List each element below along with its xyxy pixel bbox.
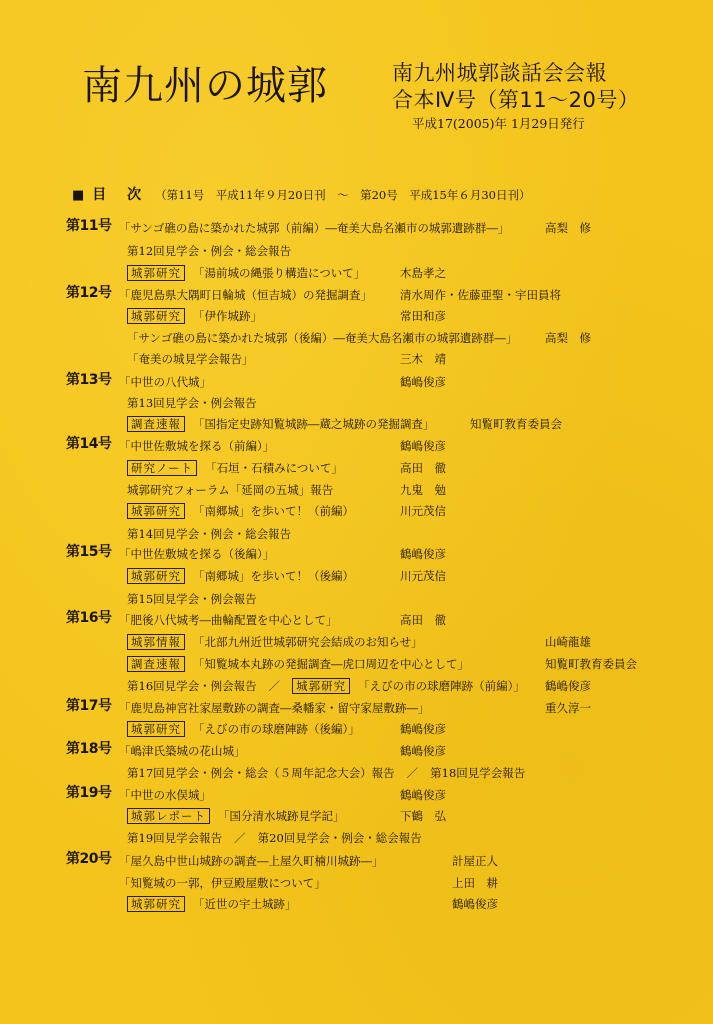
entry-title: 「えびの市の球磨陣跡（前編）」: [358, 679, 525, 693]
entry-author: 知覧町教育委員会: [545, 657, 637, 671]
issue-number: 第14号: [66, 436, 112, 452]
entry-author: 知覧町教育委員会: [470, 417, 562, 431]
entry-title: 第12回見学会・例会・総会報告: [127, 244, 292, 258]
separator: ／: [268, 679, 281, 693]
entry-title: 「近世の宇土城跡」: [193, 897, 297, 911]
entry-author: 山崎龍雄: [545, 635, 591, 649]
entry-title: 「屋久島中世山城跡の調査―上屋久町楠川城跡―」: [119, 854, 384, 868]
entry-title: 「中世の八代城」: [119, 375, 211, 389]
toc-range: （第11号 平成11年９月20日刊 ～ 第20号 平成15年６月30日刊）: [155, 188, 531, 202]
separator: ／: [406, 766, 419, 780]
entry-author: 重久淳一: [545, 701, 591, 715]
entry-line: [127, 808, 345, 824]
category-tag: 城郭研究: [127, 568, 185, 584]
issue-number: 第17号: [66, 698, 112, 714]
entry-title: 「北部九州近世城郭研究会結成のお知らせ」: [193, 635, 423, 649]
entry-title: 「えびの市の球磨陣跡（後編）」: [193, 722, 360, 736]
entry-title: 第15回見学会・例会報告: [127, 592, 257, 606]
entry-line: [127, 656, 469, 672]
category-tag: 城郭研究: [127, 308, 185, 324]
entry-line: [127, 265, 365, 281]
entry-title: 「伊作城跡」: [193, 309, 262, 323]
entry-line: [127, 308, 262, 324]
entry-title: 「知覧城本丸跡の発掘調査―虎口周辺を中心として」: [193, 657, 469, 671]
entry-author: 高田 徹: [400, 613, 446, 627]
entry-line: [127, 678, 525, 694]
entry-author: 高田 徹: [400, 461, 446, 475]
publish-date: 平成17(2005)年 1月29日発行: [412, 116, 585, 131]
entry-title: 「サンゴ礁の島に築かれた城郭（後編）―奄美大島名瀬市の城郭遺跡群―」: [127, 331, 518, 345]
entry-author: 木島孝之: [400, 266, 446, 280]
entry-title: 第13回見学会・例会報告: [127, 396, 257, 410]
entry-title: 「肥後八代城考―曲輪配置を中心として」: [119, 613, 338, 627]
toc-label: 目 次: [92, 187, 150, 203]
society-name: 南九州城郭談話会会報: [392, 61, 607, 85]
issue-number: 第19号: [66, 785, 112, 801]
entry-title: 第19回見学会報告: [127, 831, 223, 845]
entry-title: 「石垣・石積みについて」: [205, 461, 343, 475]
entry-author: 鶴嶋俊彦: [400, 788, 446, 802]
volume-label: 合本Ⅳ号（第11～20号）: [392, 88, 640, 112]
category-tag: 城郭研究: [127, 721, 185, 737]
journal-title: 南九州の城郭: [82, 63, 328, 109]
entry-line: [127, 634, 423, 650]
entry-title: 「サンゴ礁の島に築かれた城郭（前編）―奄美大島名瀬市の城郭遺跡群―」: [119, 221, 510, 235]
toc-heading: [72, 184, 530, 204]
entry-author: 計屋正人: [452, 854, 498, 868]
entry-title: 第18回見学会報告: [430, 766, 526, 780]
entry-title: 「中世佐敷城を探る（前編）」: [119, 439, 275, 453]
entry-author: 高梨 修: [545, 221, 591, 235]
entry-author: 三木 靖: [400, 352, 446, 366]
entry-title: 「湯前城の縄張り構造について」: [193, 266, 366, 280]
category-tag: 研究ノート: [127, 460, 197, 476]
entry-line: [127, 766, 525, 781]
issue-number: 第13号: [66, 372, 112, 388]
category-tag: 城郭レポート: [127, 808, 210, 824]
issue-number: 第18号: [66, 741, 112, 757]
entry-author: 鶴嶋俊彦: [452, 897, 498, 911]
entry-author: 鶴嶋俊彦: [400, 722, 446, 736]
entry-author: 清水周作・佐藤亜聖・宇田員将: [400, 288, 561, 302]
issue-number: 第12号: [66, 285, 112, 301]
category-tag: 城郭研究: [127, 503, 185, 519]
entry-title: 「奄美の城見学会報告」: [127, 352, 254, 366]
entry-line: [127, 503, 354, 519]
entry-author: 下鶴 弘: [400, 809, 446, 823]
square-bullet-icon: ■: [72, 188, 85, 203]
entry-line: [127, 568, 354, 584]
entry-title: 「鹿児島県大隅町日輪城（恒吉城）の発掘調査」: [119, 288, 372, 302]
entry-author: 鶴嶋俊彦: [400, 744, 446, 758]
journal-subtitle-block: [392, 60, 639, 133]
entry-author: 川元茂信: [400, 569, 446, 583]
entry-author: 川元茂信: [400, 504, 446, 518]
entry-title: 城郭研究フォーラム「延岡の五城」報告: [127, 483, 334, 497]
category-tag: 調査速報: [127, 656, 185, 672]
entry-title: 「鹿児島神宮社家屋敷跡の調査―桑幡家・留守家屋敷跡―」: [119, 701, 430, 715]
entry-title: 第16回見学会・例会報告: [127, 679, 257, 693]
entry-author: 鶴嶋俊彦: [545, 679, 591, 693]
entry-title: 「中世の水俣城」: [119, 788, 211, 802]
category-tag: 城郭研究: [127, 896, 185, 912]
entry-title: 「南郷城」を歩いて！（前編）: [193, 504, 354, 518]
entry-author: 九鬼 勉: [400, 483, 446, 497]
entry-title: 第20回見学会・例会・総会報告: [257, 831, 422, 845]
issue-number: 第20号: [66, 851, 112, 867]
separator: ／: [234, 831, 246, 845]
entry-author: 鶴嶋俊彦: [400, 375, 446, 389]
category-tag: 城郭情報: [127, 634, 185, 650]
entry-author: 鶴嶋俊彦: [400, 439, 446, 453]
issue-number: 第16号: [66, 610, 112, 626]
entry-title: 「国分清水城跡見学記」: [218, 809, 345, 823]
entry-author: 鶴嶋俊彦: [400, 547, 446, 561]
entry-line: [127, 831, 422, 846]
category-tag: 城郭研究: [292, 678, 350, 694]
issue-number: 第11号: [66, 218, 112, 234]
entry-line: [127, 896, 297, 912]
entry-author: 高梨 修: [545, 331, 591, 345]
category-tag: 調査速報: [127, 416, 185, 432]
entry-author: 常田和彦: [400, 309, 446, 323]
entry-title: 第14回見学会・例会・総会報告: [127, 527, 292, 541]
issue-number: 第15号: [66, 544, 112, 560]
entry-title: 「知覧城の一郭，伊豆殿屋敷について」: [119, 876, 326, 890]
entry-title: 「南郷城」を歩いて！（後編）: [193, 569, 354, 583]
entry-author: 上田 耕: [452, 876, 498, 890]
entry-line: [127, 416, 435, 432]
entry-title: 「中世佐敷城を探る（後編）」: [119, 547, 275, 561]
entry-title: 第17回見学会・例会・総会（５周年記念大会）報告: [127, 766, 395, 780]
entry-line: [127, 460, 343, 476]
entry-title: 「国指定史跡知覧城跡―蔵之城跡の発掘調査」: [193, 417, 435, 431]
entry-line: [127, 721, 360, 737]
entry-title: 「嶋津氏築城の花山城」: [119, 744, 246, 758]
category-tag: 城郭研究: [127, 265, 185, 281]
